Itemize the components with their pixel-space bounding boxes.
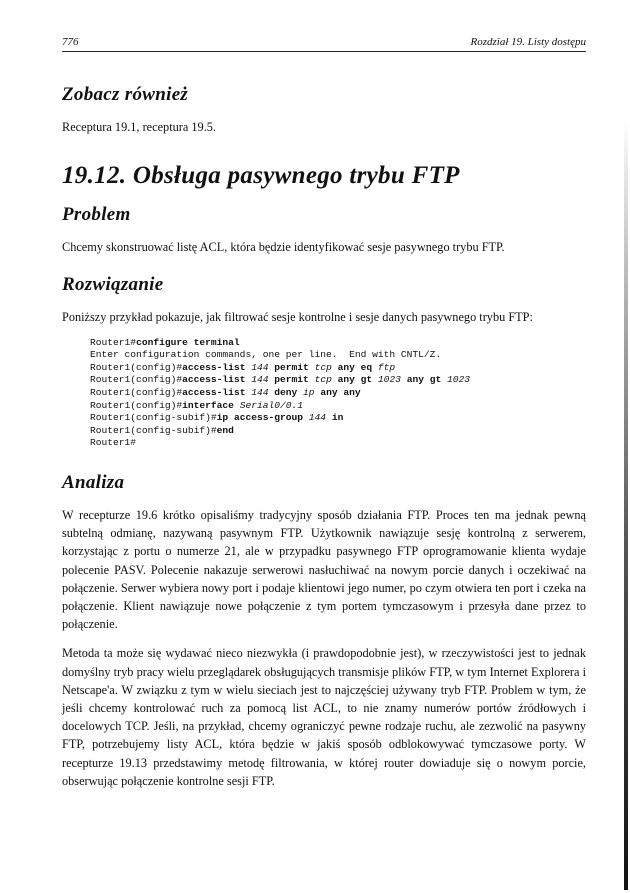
- code-token: in: [326, 412, 344, 424]
- see-also-heading: Zobacz również: [62, 84, 189, 105]
- code-token: any gt: [331, 374, 378, 386]
- code-token: configure terminal: [136, 336, 240, 348]
- code-token: permit: [268, 374, 315, 386]
- code-token: ip: [303, 386, 315, 398]
- code-token: Router1#: [90, 437, 137, 449]
- code-token: end: [216, 424, 234, 436]
- code-token: Router1(config)#: [90, 361, 183, 373]
- running-header: [62, 36, 586, 52]
- code-line: [90, 400, 586, 413]
- code-token: permit: [268, 361, 315, 373]
- code-token: ftp: [377, 361, 396, 373]
- analysis-paragraph-2: Metoda ta może się wydawać nieco niezwykła (i prawdopodobnie jest), w rzeczywistości jest to jednak domyślny tryb pracy wielu przeglądarek obsługujących transmisje plików FTP, w tym Internet Explorera i Netscape'a. W związku z tym w wielu sieciach jest to najczęściej używany tryb FTP. Problem w tym, że jeśli chcemy kontrolować ruch za pomocą list ACL, to nie znamy numerów portów źródłowych i docelowych TCP. Jeśli, na przykład, chcemy ograniczyć pewne rodzaje ruchu, ale zezwolić na pasywny FTP, potrzebujemy listy ACL, która będzie w jakiś sposób odblokowywać tymczasowe porty. W recepturze 19.13 przedstawimy metodę filtrowania, w której router dowiaduje się o nowym porcie, obserwując połączenie kontrolne sesji FTP.: [62, 646, 586, 788]
- code-token: tcp: [314, 374, 332, 386]
- code-token: deny: [268, 386, 304, 398]
- code-token: any eq: [331, 361, 378, 373]
- code-token: Router1#: [90, 336, 137, 348]
- code-token: 144: [251, 386, 269, 398]
- code-token: Router1(config)#: [90, 374, 183, 386]
- solution-text: Poniższy przykład pokazuje, jak filtrować sesje kontrolne i sesje danych pasywnego trybu FTP:: [62, 310, 533, 325]
- code-token: ip access-group: [216, 412, 309, 424]
- code-token: access-list: [182, 361, 252, 373]
- code-token: access-list: [182, 374, 252, 386]
- code-line: [90, 362, 586, 375]
- code-token: Enter configuration commands, one per line. End with CNTL/Z.: [90, 349, 442, 361]
- code-token: Router1(config-subif)#: [90, 424, 217, 436]
- section-title: 19.12. Obsługa pasywnego trybu FTP: [62, 162, 460, 190]
- code-token: Router1(config)#: [90, 399, 183, 411]
- code-token: 1023: [447, 374, 471, 386]
- document-page: [62, 36, 586, 790]
- solution-heading: Rozwiązanie: [62, 274, 164, 296]
- analysis-paragraph-1: W recepturze 19.6 krótko opisaliśmy tradycyjny sposób działania FTP. Proces ten ma jednak pewną subtelną odmianę, nazywaną pasywnym FTP. Użytkownik nawiązuje sesję kontrolną z serwerem, korzystając z portu o numerze 21, ale w przypadku pasywnego FTP oprogramowanie klienta wydaje polecenie PASV. Polecenie nakazuje serwerowi nasłuchiwać na nowym porcie danych i oczekiwać na połączenie. Serwer wybiera nowy port i podaje klientowi jego numer, po czym otwiera ten port i czeka na połączenie. Klient nawiązuje nowe połączenie z tym portem tymczasowym i przesyła dane przez to połączenie.: [62, 507, 586, 632]
- code-listing: [90, 337, 586, 450]
- code-token: any any: [314, 386, 361, 398]
- code-line: [90, 437, 586, 450]
- code-token: interface: [182, 399, 240, 411]
- code-token: 144: [251, 361, 269, 373]
- code-line: [90, 337, 586, 350]
- code-line: [90, 425, 586, 438]
- code-token: 1023: [377, 374, 401, 386]
- see-also-text: Receptura 19.1, receptura 19.5.: [62, 120, 216, 134]
- code-line: [90, 349, 586, 362]
- problem-heading: Problem: [62, 204, 131, 226]
- code-token: 144: [251, 374, 269, 386]
- code-line: [90, 387, 586, 400]
- code-line: [90, 374, 586, 387]
- code-token: access-list: [182, 386, 252, 398]
- problem-text: Chcemy skonstruować listę ACL, która będzie identyfikować sesje pasywnego trybu FTP.: [62, 240, 505, 255]
- chapter-title: Rozdział 19. Listy dostępu: [470, 36, 586, 48]
- code-token: tcp: [314, 361, 332, 373]
- analysis-heading: Analiza: [62, 471, 125, 493]
- code-line: [90, 412, 586, 425]
- code-token: Router1(config-subif)#: [90, 412, 217, 424]
- code-token: any gt: [400, 374, 447, 386]
- scan-page-edge: [624, 120, 628, 890]
- code-token: Serial0/0.1: [239, 399, 304, 411]
- code-token: 144: [308, 412, 327, 424]
- code-token: Router1(config)#: [90, 386, 183, 398]
- page-number: 776: [62, 36, 79, 48]
